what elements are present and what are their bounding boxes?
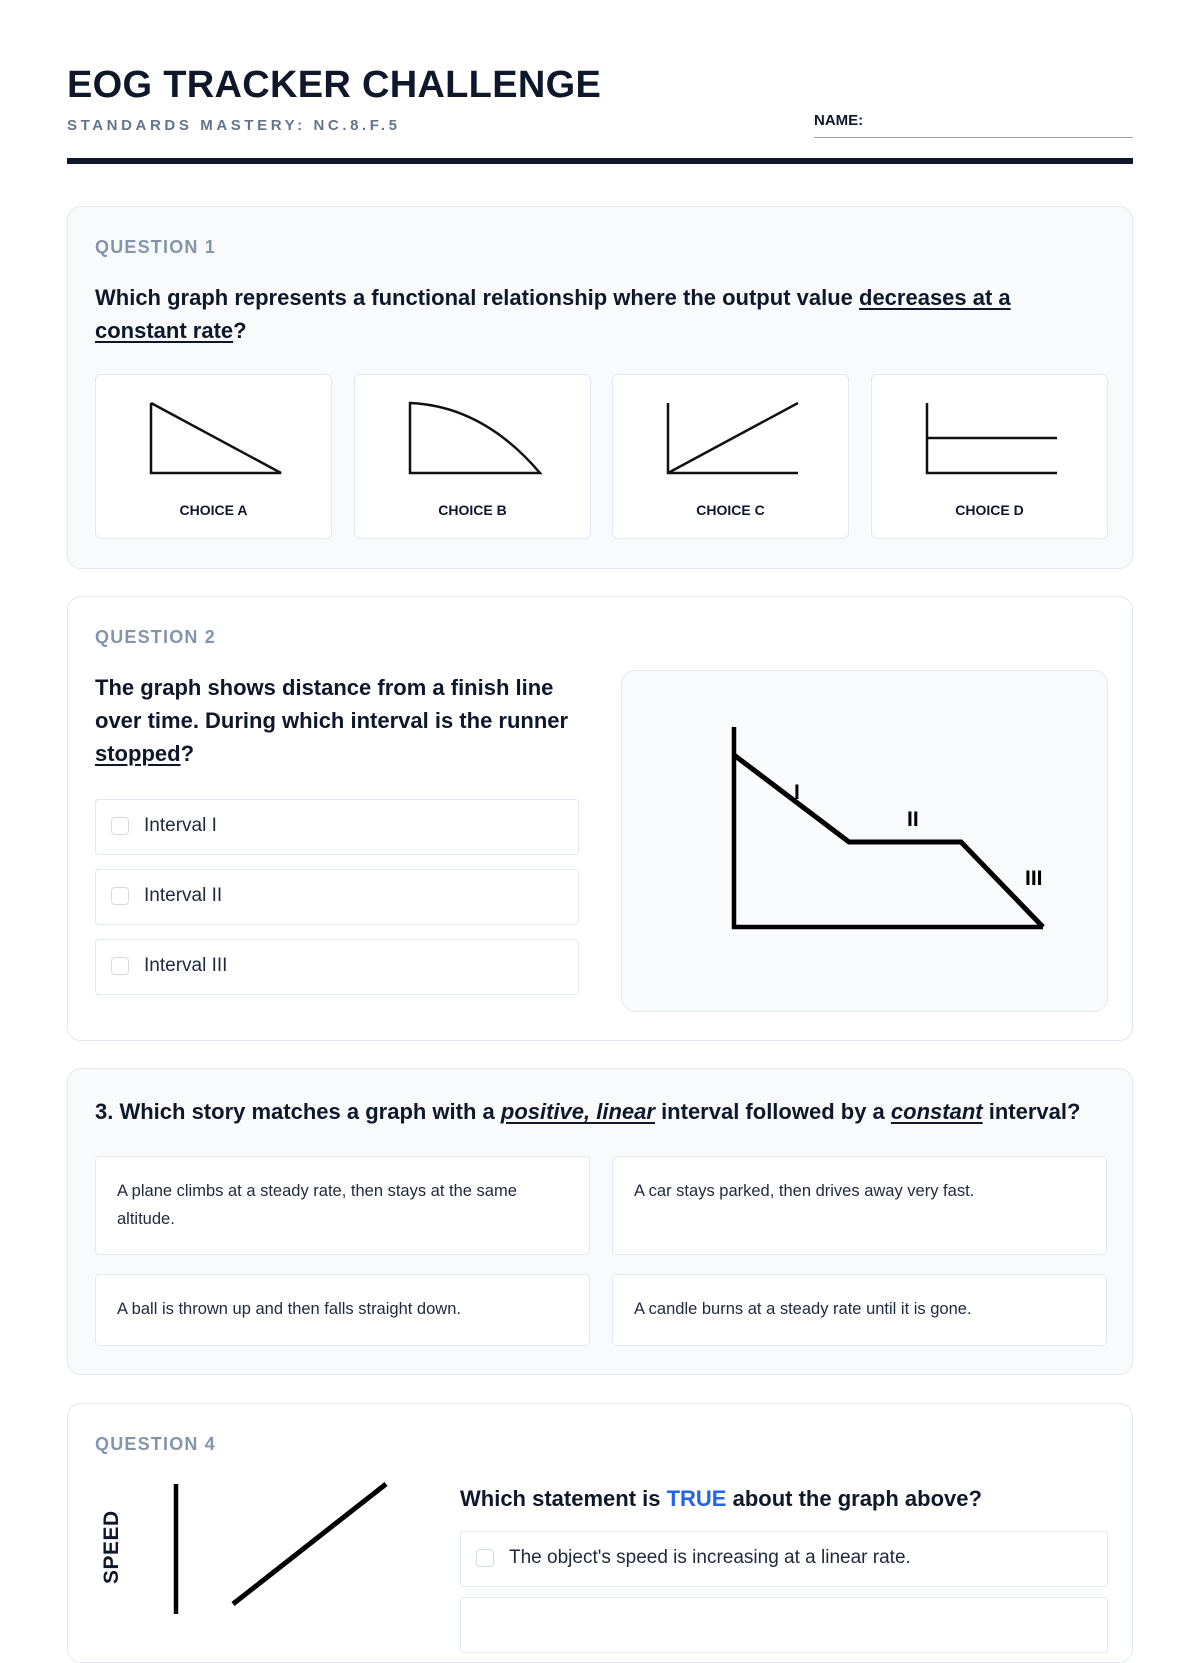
- story-option-1[interactable]: A plane climbs at a steady rate, then stays at the same altitude.: [95, 1156, 590, 1255]
- option-checkbox[interactable]: [111, 957, 129, 975]
- choice-c[interactable]: [612, 374, 849, 539]
- question-2-text-end: ?: [180, 741, 195, 766]
- question-4-text: [460, 1482, 1108, 1515]
- standards-subtitle: STANDARDS MASTERY: NC.8.F.5: [67, 117, 401, 134]
- story-option-4[interactable]: A candle burns at a steady rate until it is gone.: [612, 1274, 1107, 1346]
- choice-c-label: CHOICE C: [696, 502, 765, 518]
- question-3-emphasis-1: positive, linear: [500, 1099, 655, 1124]
- option-label: Interval III: [144, 955, 228, 976]
- worksheet-page: [67, 0, 1133, 1584]
- question-2-label: QUESTION 2: [95, 627, 217, 647]
- option-interval-2[interactable]: [95, 869, 579, 925]
- question-3-card: [67, 1068, 1133, 1375]
- question-1-emphasis: decreases at a constant rate: [95, 285, 1011, 343]
- speed-axis-label: SPEED: [100, 1510, 123, 1584]
- choice-d[interactable]: [871, 374, 1108, 539]
- choice-a-graph: [144, 401, 284, 481]
- question-1-label: QUESTION 1: [95, 237, 217, 257]
- name-field[interactable]: [814, 110, 1133, 138]
- question-1-text: [95, 281, 1107, 347]
- option-label: The object's speed is increasing at a linear rate.: [509, 1547, 911, 1568]
- name-label: NAME:: [814, 112, 864, 129]
- question-1-text-start: Which graph represents a functional relationship where the output value: [95, 285, 859, 310]
- option-checkbox[interactable]: [111, 887, 129, 905]
- option-label: Interval I: [144, 815, 217, 836]
- choice-d-label: CHOICE D: [955, 502, 1024, 518]
- choice-c-graph: [661, 401, 801, 481]
- question-4-text-start: Which statement is: [460, 1486, 667, 1511]
- question-4-card: [67, 1403, 1133, 1663]
- question-4-highlight: TRUE: [666, 1486, 727, 1511]
- story-option-3[interactable]: A ball is thrown up and then falls straight down.: [95, 1274, 590, 1346]
- question-1-text-end: ?: [233, 318, 247, 343]
- graph-label-interval-2: II: [907, 808, 919, 831]
- question-3-text-start: Which story matches a graph with a: [113, 1099, 501, 1124]
- question-4-label: QUESTION 4: [95, 1434, 217, 1454]
- option-interval-1[interactable]: [95, 799, 579, 855]
- question-4-text-end: about the graph above?: [726, 1486, 982, 1511]
- option-checkbox[interactable]: [111, 817, 129, 835]
- question-3-text: [95, 1095, 1115, 1128]
- question-3-emphasis-2: constant: [890, 1099, 983, 1124]
- choice-a[interactable]: [95, 374, 332, 539]
- distance-time-graph: [622, 671, 1109, 1013]
- distance-time-graph-panel: [621, 670, 1108, 1012]
- statement-option-2[interactable]: [460, 1597, 1108, 1653]
- graph-label-interval-3: III: [1025, 867, 1043, 890]
- page-title: EOG TRACKER CHALLENGE: [67, 64, 602, 106]
- question-2-emphasis: stopped: [95, 741, 181, 766]
- question-2-text: [95, 671, 575, 770]
- option-interval-3[interactable]: [95, 939, 579, 995]
- header-divider: [67, 158, 1133, 164]
- choice-b-graph: [403, 401, 543, 481]
- question-1-card: [67, 206, 1133, 569]
- choice-b-label: CHOICE B: [438, 502, 507, 518]
- story-option-2[interactable]: A car stays parked, then drives away very fast.: [612, 1156, 1107, 1255]
- question-2-text-start: The graph shows distance from a finish line over time. During which interval is the runner: [95, 675, 569, 733]
- question-2-card: [67, 596, 1133, 1041]
- question-3-text-middle: interval followed by a: [654, 1099, 891, 1124]
- option-label: Interval II: [144, 885, 223, 906]
- choice-d-graph: [920, 401, 1060, 481]
- statement-option-1[interactable]: [460, 1531, 1108, 1587]
- option-checkbox[interactable]: [476, 1549, 494, 1567]
- choice-b[interactable]: [354, 374, 591, 539]
- question-3-number: 3.: [95, 1099, 114, 1124]
- graph-label-interval-1: I: [794, 781, 800, 804]
- choice-a-label: CHOICE A: [179, 502, 248, 518]
- worksheet-header: [67, 0, 1133, 166]
- question-3-text-end: interval?: [982, 1099, 1081, 1124]
